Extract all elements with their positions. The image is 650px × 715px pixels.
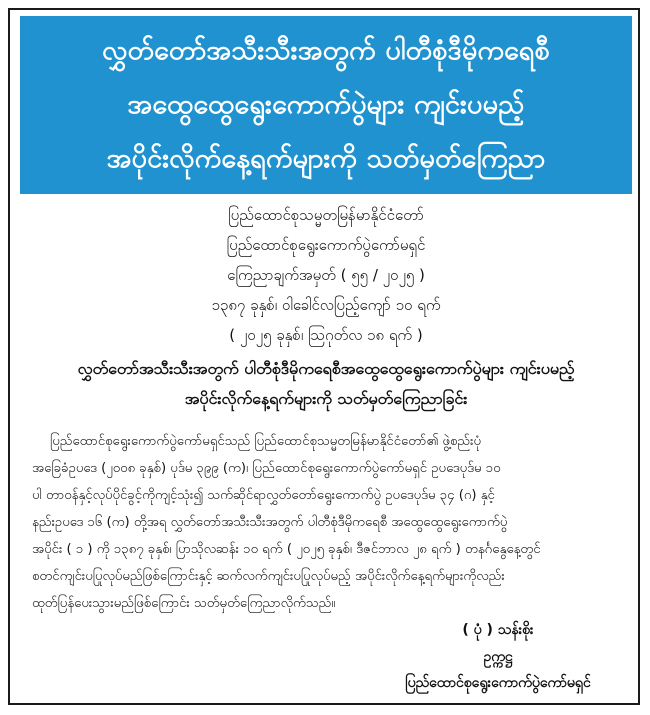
issuer-block xyxy=(10,200,642,350)
commission-name: ပြည်ထောင်စုရွေးကောက်ပွဲကော်မရှင် xyxy=(226,236,426,254)
country-name: ပြည်ထောင်စုသမ္မတမြန်မာနိုင်ငံတော် xyxy=(228,206,424,224)
subject-line: လွှတ်တော်အသီးသီးအတွက် ပါတီစုံဒီမိုကရေစီအထွေထွေရွေးကောက်ပွဲများ ကျင်းပမည့် xyxy=(77,359,575,378)
announcement-body xyxy=(32,428,624,617)
announcement-frame xyxy=(8,8,640,705)
headline-line: အပိုင်းလိုက်နေ့ရက်များကို သတ်မှတ်ကြေညာ xyxy=(106,143,546,174)
body-line: စတင်ကျင်းပပြုလုပ်မည်ဖြစ်ကြောင်းနှင့် ဆက်လက်ကျင်းပပြုလုပ်မည့် အပိုင်းလိုက်နေ့ရက်များကိုလည်း xyxy=(32,569,505,584)
headline-line: လွှတ်တော်အသီးသီးအတွက် ပါတီစုံဒီမိုကရေစီ xyxy=(102,35,550,66)
body-line: အပိုင်း ( ၁ ) ကို ၁၃၈၇ ခုနှစ်၊ ပြာသိုလဆန်း ၁၀ ရက် ( ၂၀၂၅ ခုနှစ်၊ ဒီဇင်ဘာလ ၂၈ ရက် ) တနင်္ဂနွေနေ့တွင် xyxy=(32,542,541,557)
headline-banner xyxy=(20,16,632,194)
body-line: နည်းဥပဒေ ၁၆ (က) တို့အရ လွှတ်တော်အသီးသီးအတွက် ပါတီစုံဒီမိုကရေစီ အထွေထွေရွေးကောက်ပွဲ xyxy=(32,515,508,530)
headline-line: အထွေထွေရွေးကောက်ပွဲများ ကျင်းပမည့် xyxy=(127,89,525,120)
body-line: အခြေခံဥပဒေ (၂၀၀၈ ခုနှစ်) ပုဒ်မ ၃၉၉ (က)၊ ပြည်ထောင်စုရွေးကောက်ပွဲကော်မရှင် ဥပဒေပုဒ်မ ၁၀ xyxy=(32,461,501,476)
subject-line: အပိုင်းလိုက်နေ့ရက်များကို သတ်မှတ်ကြေညာခြင်း xyxy=(184,389,468,408)
body-line: ပြည်ထောင်စုရွေးကောက်ပွဲကော်မရှင်သည် ပြည်ထောင်စုသမ္မတမြန်မာနိုင်ငံတော်၏ ဖွဲ့စည်းပုံ xyxy=(50,434,481,449)
body-line: ပါ တာဝန်နှင့်လုပ်ပိုင်ခွင့်ကိုကျင့်သုံး၍ သက်ဆိုင်ရာလွှတ်တော်ရွေးကောက်ပွဲ ဥပဒေပုဒ်မ ၃၄ (ဂ) နှင့် xyxy=(32,488,495,503)
signatory-title: ဥက္ကဋ္ဌ xyxy=(483,649,513,665)
subject-heading xyxy=(10,354,642,414)
signature-block xyxy=(378,616,618,696)
signatory-name: ( ပုံ ) သန်းစိုး xyxy=(462,622,534,638)
gregorian-date: ( ၂၀၂၅ ခုနှစ်၊ ဩဂုတ်လ ၁၈ ရက် ) xyxy=(229,326,423,344)
myanmar-date: ၁၃၈၇ ခုနှစ်၊ ဝါခေါင်လပြည့်ကျော် ၁၀ ရက် xyxy=(211,296,441,314)
announcement-number: ကြေညာချက်အမှတ် ( ၅၅ / ၂၀၂၅ ) xyxy=(227,266,425,284)
signatory-org: ပြည်ထောင်စုရွေးကောက်ပွဲကော်မရှင် xyxy=(405,675,591,691)
body-line: ထုတ်ပြန်ပေးသွားမည်ဖြစ်ကြောင်း သတ်မှတ်ကြေညာလိုက်သည်။ xyxy=(32,596,336,611)
